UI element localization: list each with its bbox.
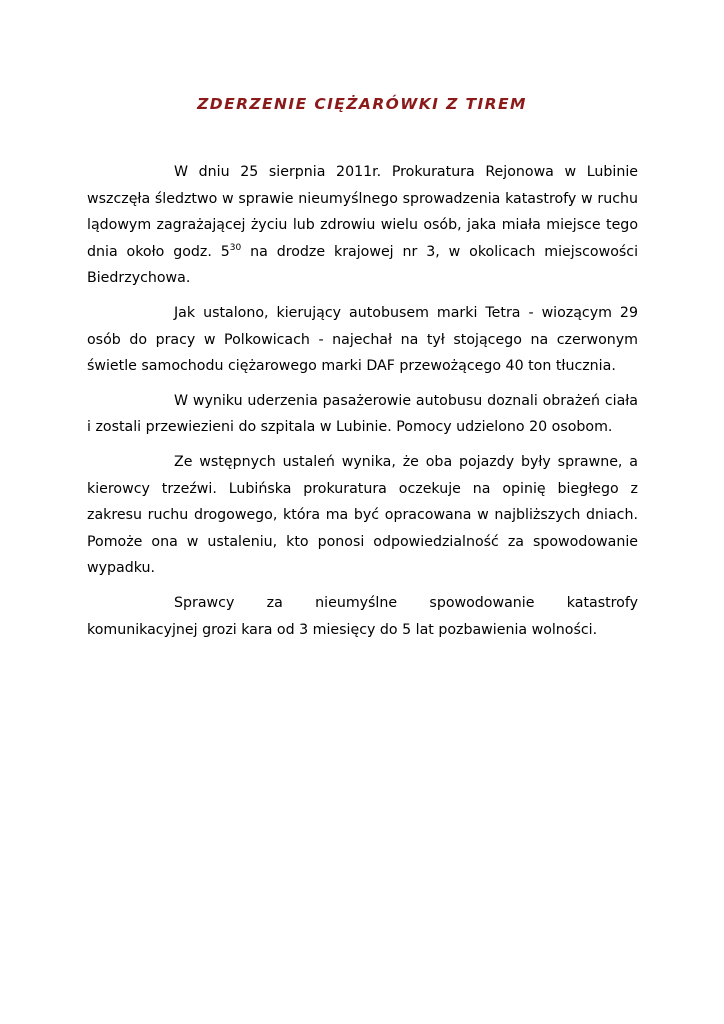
- paragraph-5: Sprawcy za nieumyślne spowodowanie katastrofy komunikacyjnej grozi kara od 3 miesięcy do 5 lat pozbawienia wolności.: [87, 594, 638, 638]
- paragraph-3: W wyniku uderzenia pasażerowie autobusu doznali obrażeń ciała i zostali przewiezieni do szpitala w Lubinie. Pomocy udzielono 20 osobom.: [87, 392, 638, 436]
- document-body: [87, 159, 638, 643]
- paragraph-2: Jak ustalono, kierujący autobusem marki Tetra - wiozącym 29 osób do pracy w Polkowicach - najechał na tył stojącego na czerwonym świetle samochodu ciężarowego marki DAF przewożącego 40 ton tłucznia.: [87, 304, 638, 375]
- paragraph-1-text-continued: na drodze krajowej nr 3, w okolicach miejscowości Biedrzychowa.: [87, 243, 639, 287]
- paragraph-1: [87, 159, 638, 292]
- paragraph-1-text: W dniu 25 sierpnia 2011r. Prokuratura Rejonowa w Lubinie wszczęła śledztwo w sprawie nieumyślnego sprowadzenia katastrofy w ruchu lądowym zagrażającej życiu lub zdrowiu wielu osób, jaka miała miejsce tego dnia około godz. 5: [87, 164, 638, 260]
- document-title: ZDERZENIE CIĘŻARÓWKI Z TIREM: [197, 95, 527, 113]
- time-minutes-superscript: 30: [229, 242, 242, 253]
- paragraph-4: Ze wstępnych ustaleń wynika, że oba pojazdy były sprawne, a kierowcy trzeźwi. Lubińska prokuratura oczekuje na opinię biegłego z zakresu ruchu drogowego, która ma być opracowana w najbliższych dniach. Pomoże ona w ustaleniu, kto ponosi odpowiedzialność za spowodowanie wypadku.: [87, 453, 638, 577]
